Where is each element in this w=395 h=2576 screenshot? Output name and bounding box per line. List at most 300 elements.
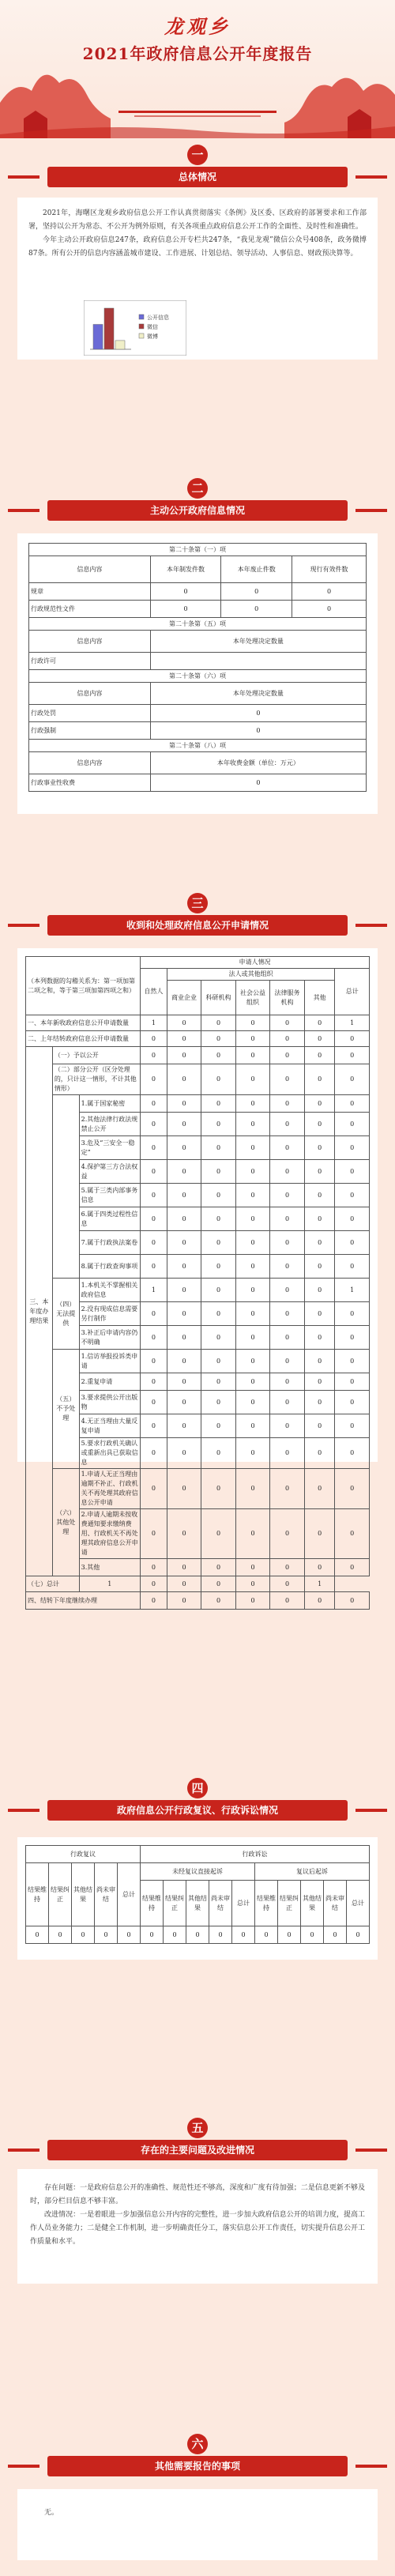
table-cell: 0 — [235, 1326, 270, 1350]
table-cell: 0 — [304, 1302, 335, 1326]
row-group-label: （六）其他处理 — [52, 1469, 79, 1576]
table-cell: 0 — [140, 1207, 167, 1231]
table-cell: 0 — [347, 1926, 370, 1944]
problems-panel — [17, 2169, 378, 2284]
table-cell: 0 — [201, 1207, 236, 1231]
table-cell: 0 — [201, 1231, 236, 1255]
table-cell: 0 — [304, 1509, 335, 1559]
table-cell: 0 — [167, 1031, 201, 1047]
table-cell: 0 — [140, 1373, 167, 1391]
table-cell: 0 — [335, 1302, 370, 1326]
section-title: 主动公开政府信息情况 — [47, 500, 348, 521]
table-cell: 0 — [304, 1414, 335, 1438]
section-number: 三 — [187, 893, 208, 913]
column-header: 申请人情况 — [140, 957, 369, 969]
table-cell: 0 — [235, 1279, 270, 1302]
legend-swatch — [139, 333, 144, 338]
table-cell: 0 — [235, 1231, 270, 1255]
column-header: 其他结果 — [72, 1863, 95, 1926]
table-cell: 0 — [270, 1207, 305, 1231]
overview-paragraph: 2021年，海曙区龙观乡政府信息公开工作认真贯彻落实《条例》及区委、区政府的部署要求和工作部署，坚持以公开为常态、不公开为例外原则，有关各项重点政府信息公开工作的全面性、及时性和准确性。 — [28, 209, 367, 231]
table-cell: 0 — [235, 1373, 270, 1391]
table-cell: 0 — [270, 1160, 305, 1184]
row-label: 二、上年结转政府信息公开申请数量 — [26, 1031, 141, 1047]
table-cell: 0 — [201, 1047, 236, 1064]
table-cell: 0 — [26, 1926, 49, 1944]
other-panel — [17, 2489, 378, 2560]
table-cell: 0 — [140, 1184, 167, 1207]
table-cell: 0 — [304, 1326, 335, 1350]
column-header: 总计 — [335, 969, 370, 1015]
table-cell: 0 — [335, 1391, 370, 1414]
table-cell: 0 — [140, 1031, 167, 1047]
table-cell: 0 — [235, 1391, 270, 1414]
table-cell: 0 — [201, 1391, 236, 1414]
column-header: 信息内容 — [29, 683, 151, 705]
active-disclosure-table — [28, 543, 367, 792]
row-label: 6.属于四类过程性信息 — [79, 1207, 140, 1231]
review-panel — [17, 1837, 378, 1960]
table-cell: 0 — [72, 1926, 95, 1944]
table-cell: 0 — [270, 1231, 305, 1255]
table-cell: 0 — [270, 1031, 305, 1047]
table-cell: 0 — [324, 1926, 347, 1944]
table-cell: 0 — [235, 1509, 270, 1559]
legend-label: 公开信息 — [147, 314, 169, 321]
table-cell: 0 — [270, 1015, 305, 1031]
column-header: 其他 — [304, 981, 335, 1015]
table-cell: 0 — [150, 774, 366, 792]
row-label: 2.重复申请 — [79, 1373, 140, 1391]
table-cell: 0 — [270, 1064, 305, 1095]
table-cell: 0 — [304, 1160, 335, 1184]
row-label: 4.无正当理由大量反复申请 — [79, 1414, 140, 1438]
legend-label: 微信 — [147, 324, 158, 330]
table-cell: 0 — [140, 1438, 167, 1469]
table-cell: 0 — [235, 1113, 270, 1136]
table-cell: 0 — [304, 1095, 335, 1113]
row-label: 8.属于行政查询事项 — [79, 1255, 140, 1279]
table-cell: 0 — [270, 1414, 305, 1438]
table-cell: 0 — [140, 1326, 167, 1350]
table-cell: 0 — [270, 1592, 305, 1610]
legend-swatch — [139, 324, 144, 329]
table-cell: 0 — [140, 1414, 167, 1438]
table-cell: 0 — [301, 1926, 324, 1944]
chart-bar — [115, 341, 125, 349]
table-cell: 0 — [335, 1414, 370, 1438]
table-cell: 0 — [167, 1095, 201, 1113]
table-cell: 0 — [235, 1047, 270, 1064]
table-cell: 0 — [201, 1592, 236, 1610]
table-cell: 0 — [201, 1559, 236, 1576]
table-cell: 0 — [335, 1095, 370, 1113]
row-label: （一）予以公开 — [52, 1047, 140, 1064]
table-cell: 0 — [186, 1926, 209, 1944]
table-cell: 0 — [140, 1350, 167, 1373]
table-cell: 0 — [164, 1926, 186, 1944]
table-cell: 0 — [270, 1136, 305, 1160]
table-cell: 0 — [201, 1113, 236, 1136]
table-cell: 0 — [49, 1926, 72, 1944]
table-cell: 1 — [304, 1576, 335, 1592]
table-cell: 0 — [235, 1095, 270, 1113]
table-cell: 0 — [167, 1350, 201, 1373]
table-cell: 0 — [235, 1031, 270, 1047]
table-cell: 0 — [270, 1255, 305, 1279]
table-cell: 0 — [167, 1509, 201, 1559]
table-cell: 0 — [304, 1136, 335, 1160]
column-header: 信息内容 — [29, 631, 151, 653]
row-label: 4.保护第三方合法权益 — [79, 1160, 140, 1184]
row-label: 行政规范性文件 — [29, 601, 151, 618]
section-1-header — [0, 145, 395, 200]
table-cell: 0 — [201, 1373, 236, 1391]
row-label: 2.没有现成信息需要另行制作 — [79, 1302, 140, 1326]
table-cell: 0 — [270, 1509, 305, 1559]
table-cell: 0 — [232, 1926, 255, 1944]
row-label: 一、本年新收政府信息公开申请数量 — [26, 1015, 141, 1031]
table-cell: 0 — [235, 1414, 270, 1438]
overview-paragraph: 今年主动公开政府信息247条，政府信息公开专栏共247条，“我见龙观”微信公众号408条，政务微博87条。所有公开的信息内容涵盖城市建设、工作进展、计划总结、领导活动、人事信息、财政预决算等。 — [28, 236, 367, 258]
section-5-header — [0, 2118, 395, 2173]
table-cell: 0 — [270, 1095, 305, 1113]
table-cell: 0 — [304, 1373, 335, 1391]
row-label: 3.其他 — [79, 1559, 140, 1576]
chart-bar — [93, 325, 103, 349]
table-cell: 0 — [270, 1438, 305, 1469]
table-cell: 0 — [167, 1302, 201, 1326]
table-cell: 1 — [140, 1279, 167, 1302]
section-2-header — [0, 478, 395, 533]
table-cell: 0 — [270, 1391, 305, 1414]
table-cell: 0 — [150, 601, 221, 618]
table-cell: 0 — [235, 1015, 270, 1031]
table-cell: 0 — [140, 1047, 167, 1064]
table-cell: 0 — [201, 1438, 236, 1469]
row-label: 行政事业性收费 — [29, 774, 151, 792]
column-header: 行政复议 — [26, 1846, 141, 1863]
active-disclosure-panel — [17, 533, 378, 814]
column-header: 自然人 — [140, 969, 167, 1015]
table-cell: 0 — [335, 1113, 370, 1136]
section-title: 其他需要报告的事项 — [47, 2456, 348, 2476]
column-header: 总计 — [232, 1881, 255, 1926]
table-cell: 0 — [201, 1279, 236, 1302]
section-4-header — [0, 1778, 395, 1833]
section-title: 政府信息公开行政复议、行政诉讼情况 — [47, 1800, 348, 1821]
table-cell: 0 — [278, 1926, 301, 1944]
row-label: 5.要求行政机关确认或重新出具已获取信息 — [79, 1438, 140, 1469]
chart-bar — [104, 308, 114, 349]
table-cell: 0 — [270, 1113, 305, 1136]
table-cell: 0 — [335, 1064, 370, 1095]
table-cell: 0 — [167, 1414, 201, 1438]
section-number: 一 — [187, 145, 208, 165]
table-cell: 0 — [140, 1509, 167, 1559]
column-header: 本年制发件数 — [150, 556, 221, 583]
table-cell: 0 — [235, 1184, 270, 1207]
table-cell: 0 — [140, 1064, 167, 1095]
table-cell: 0 — [167, 1326, 201, 1350]
column-header: 社会公益组织 — [235, 981, 270, 1015]
overview-panel — [17, 198, 378, 360]
table-cell: 0 — [140, 1576, 167, 1592]
table-cell: 0 — [335, 1592, 370, 1610]
table-cell: 0 — [201, 1509, 236, 1559]
table-cell: 0 — [221, 601, 292, 618]
table-cell: 0 — [304, 1047, 335, 1064]
table-cell: 0 — [270, 1576, 305, 1592]
header-logo: 龙观乡 — [164, 16, 231, 38]
column-header: 结果纠正 — [278, 1881, 301, 1926]
table-cell: 0 — [235, 1255, 270, 1279]
table-cell: 0 — [150, 705, 366, 722]
column-header: 其他结果 — [186, 1881, 209, 1926]
table-cell: 0 — [201, 1136, 236, 1160]
table-cell: 0 — [167, 1113, 201, 1136]
table-cell: 0 — [201, 1414, 236, 1438]
table-cell: 0 — [335, 1160, 370, 1184]
section-title: 存在的主要问题及改进情况 — [47, 2140, 348, 2160]
table-cell: 0 — [304, 1015, 335, 1031]
table-cell: 0 — [167, 1279, 201, 1302]
table-cell: 0 — [140, 1231, 167, 1255]
row-label: 四、结转下年度继续办理 — [26, 1592, 141, 1610]
table-cell: 0 — [270, 1373, 305, 1391]
row-label: 1.申请人无正当理由逾期不补正、行政机关不再处理其政府信息公开申请 — [79, 1469, 140, 1509]
row-group-label: （五）不予处理 — [52, 1350, 79, 1469]
table-cell: 0 — [141, 1926, 164, 1944]
table-cell: 0 — [304, 1391, 335, 1414]
problems-paragraph: 改进情况：一是着眼进一步加强信息公开内容的完整性，进一步加大政府信息公开的培训力度，提高工作人员业务能力；二是健全工作机制，进一步明确责任分工，落实信息公开工作责任，切实提升信息公开工作质量和水平。 — [30, 2211, 365, 2246]
application-panel — [17, 948, 378, 1604]
table-cell: 0 — [335, 1373, 370, 1391]
table-cell: 0 — [235, 1207, 270, 1231]
table-cell: 1 — [335, 1015, 370, 1031]
table-cell: 0 — [167, 1373, 201, 1391]
row-label: 规章 — [29, 583, 151, 601]
table-cell: 0 — [255, 1926, 278, 1944]
row-group-label — [52, 1095, 79, 1279]
table-cell: 1 — [335, 1279, 370, 1302]
table-cell: 0 — [304, 1184, 335, 1207]
column-header: 科研机构 — [201, 981, 236, 1015]
table-cell: 0 — [140, 1095, 167, 1113]
section-number: 二 — [187, 478, 208, 499]
table-cell: 0 — [201, 1031, 236, 1047]
column-header: 信息内容 — [29, 752, 151, 774]
table-cell: 0 — [167, 1064, 201, 1095]
table-cell: 0 — [140, 1559, 167, 1576]
row-label: 2.申请人逾期未按收费通知要求缴纳费用、行政机关不再处理其政府信息公开申请 — [79, 1509, 140, 1559]
table-cell: 0 — [270, 1469, 305, 1509]
table-cell: 0 — [167, 1255, 201, 1279]
column-header: 结果纠正 — [164, 1881, 186, 1926]
table-cell: 0 — [304, 1207, 335, 1231]
row-label: 3.危及“三安全一稳定” — [79, 1136, 140, 1160]
column-header: 法律服务机构 — [270, 981, 305, 1015]
table-cell: 0 — [270, 1302, 305, 1326]
table-cell: 0 — [167, 1231, 201, 1255]
table-cell: 0 — [292, 583, 367, 601]
table-cell: 0 — [140, 1160, 167, 1184]
row-label: 行政处罚 — [29, 705, 151, 722]
column-header: 本年处理决定数量 — [150, 683, 366, 705]
table-subheader: 第二十条第（五）项 — [29, 618, 367, 631]
table-cell: 0 — [335, 1136, 370, 1160]
table-cell: 0 — [235, 1160, 270, 1184]
table-cell: 0 — [150, 583, 221, 601]
table-cell: 0 — [167, 1469, 201, 1509]
table-cell: 0 — [167, 1438, 201, 1469]
row-label: 行政强制 — [29, 722, 151, 740]
column-header: 本年处理决定数量 — [150, 631, 366, 653]
table-cell: 0 — [167, 1047, 201, 1064]
table-cell: 0 — [201, 1326, 236, 1350]
table-cell: 0 — [201, 1064, 236, 1095]
row-label: 7.属于行政执法案卷 — [79, 1231, 140, 1255]
section-6-header — [0, 2434, 395, 2489]
table-cell: 0 — [150, 722, 366, 740]
table-cell: 0 — [201, 1469, 236, 1509]
table-cell: 0 — [304, 1438, 335, 1469]
table-subheader: 第二十条第（六）项 — [29, 670, 367, 683]
table-cell: 0 — [235, 1438, 270, 1469]
column-header: 本年收费金额（单位：万元） — [150, 752, 366, 774]
table-cell: 0 — [140, 1255, 167, 1279]
table-cell: 0 — [167, 1015, 201, 1031]
column-header: 复议后起诉 — [255, 1863, 370, 1881]
table-cell: 0 — [270, 1350, 305, 1373]
row-label: （七）总计 — [26, 1576, 80, 1592]
review-table — [25, 1845, 370, 1944]
table-cell: 0 — [235, 1136, 270, 1160]
row-label: 1.属于国家秘密 — [79, 1095, 140, 1113]
table-cell: 0 — [201, 1015, 236, 1031]
table-cell — [150, 653, 366, 670]
other-text: 无。 — [44, 2509, 59, 2517]
table-cell: 0 — [235, 1592, 270, 1610]
column-header: 结果维持 — [26, 1863, 49, 1926]
table-cell: 0 — [201, 1184, 236, 1207]
table-cell: 0 — [304, 1113, 335, 1136]
table-cell: 0 — [201, 1302, 236, 1326]
column-header: 法人或其他组织 — [167, 969, 335, 981]
column-header: 尚未审结 — [324, 1881, 347, 1926]
section-number: 六 — [187, 2434, 208, 2454]
table-cell: 0 — [335, 1509, 370, 1559]
table-cell: 0 — [270, 1279, 305, 1302]
column-header: 本年废止件数 — [221, 556, 292, 583]
table-cell: 0 — [304, 1559, 335, 1576]
table-cell: 0 — [167, 1160, 201, 1184]
table-cell: 0 — [304, 1350, 335, 1373]
column-header: 结果纠正 — [49, 1863, 72, 1926]
table-cell: 0 — [292, 601, 367, 618]
row-label: 1.本机关不掌握相关政府信息 — [79, 1279, 140, 1302]
legend-swatch — [139, 314, 144, 319]
problems-paragraph: 存在问题：一是政府信息公开的准确性、规范性还不够高，深度和广度有待加强；二是信息更新不够及时，部分栏目信息不够丰富。 — [30, 2184, 365, 2205]
table-cell: 0 — [304, 1255, 335, 1279]
table-cell: 0 — [140, 1136, 167, 1160]
table-cell: 0 — [335, 1255, 370, 1279]
table-cell: 0 — [235, 1576, 270, 1592]
column-header: 信息内容 — [29, 556, 151, 583]
table-cell: 0 — [221, 583, 292, 601]
table-cell: 0 — [335, 1438, 370, 1469]
table-cell: 0 — [270, 1047, 305, 1064]
page-title: 2021年政府信息公开年度报告 — [82, 44, 313, 63]
table-cell: 0 — [201, 1255, 236, 1279]
table-cell: 0 — [335, 1326, 370, 1350]
table-cell: 0 — [167, 1391, 201, 1414]
table-cell: 0 — [235, 1350, 270, 1373]
table-cell: 0 — [140, 1113, 167, 1136]
table-subheader: 第二十条第（八）项 — [29, 740, 367, 752]
table-cell: 1 — [140, 1015, 167, 1031]
table-cell: 0 — [304, 1031, 335, 1047]
table-cell: 0 — [335, 1350, 370, 1373]
row-label: （二）部分公开（区分处理的，只计这一情形，不计其他情形） — [52, 1064, 140, 1095]
table-cell: 0 — [335, 1559, 370, 1576]
column-header: 行政诉讼 — [141, 1846, 370, 1863]
column-header: 结果维持 — [255, 1881, 278, 1926]
row-label: 3.补正后申请内容仍不明确 — [79, 1326, 140, 1350]
row-label: 1.信访举报投诉类申请 — [79, 1350, 140, 1373]
column-header: 尚未审结 — [95, 1863, 118, 1926]
table-cell: 0 — [167, 1207, 201, 1231]
row-label: 3.要求提供公开出版物 — [79, 1391, 140, 1414]
table-cell: 1 — [79, 1576, 140, 1592]
table-cell: 0 — [270, 1184, 305, 1207]
table-cell: 0 — [335, 1184, 370, 1207]
table-cell: 0 — [167, 1576, 201, 1592]
table-cell: 0 — [95, 1926, 118, 1944]
table-cell: 0 — [209, 1926, 232, 1944]
table-cell: 0 — [304, 1064, 335, 1095]
column-header: 总计 — [347, 1881, 370, 1926]
table-cell: 0 — [270, 1559, 305, 1576]
table-cell: 0 — [304, 1231, 335, 1255]
table-cell: 0 — [335, 1469, 370, 1509]
table-cell: 0 — [201, 1160, 236, 1184]
table-cell: 0 — [167, 1592, 201, 1610]
table-cell: 0 — [140, 1302, 167, 1326]
application-table — [25, 956, 370, 1610]
table-cell: 0 — [140, 1469, 167, 1509]
table-cell: 0 — [235, 1559, 270, 1576]
column-header: 现行有效件数 — [292, 556, 367, 583]
table-cell: 0 — [167, 1184, 201, 1207]
row-group-label: 三、本年度办理结果 — [26, 1047, 53, 1576]
table-cell: 0 — [201, 1095, 236, 1113]
table-cell: 0 — [235, 1469, 270, 1509]
table-cell: 0 — [235, 1302, 270, 1326]
section-number: 五 — [187, 2118, 208, 2138]
overview-chart — [84, 300, 186, 356]
table-cell: 0 — [304, 1469, 335, 1509]
table-cell: 0 — [140, 1592, 167, 1610]
column-header: 其他结果 — [301, 1881, 324, 1926]
row-label: 5.属于三类内部事务信息 — [79, 1184, 140, 1207]
table-cell: 0 — [235, 1064, 270, 1095]
column-header: 商业企业 — [167, 981, 201, 1015]
table-cell: 0 — [167, 1559, 201, 1576]
column-header: 结果维持 — [141, 1881, 164, 1926]
table-cell: 0 — [201, 1576, 236, 1592]
column-header: 尚未审结 — [209, 1881, 232, 1926]
